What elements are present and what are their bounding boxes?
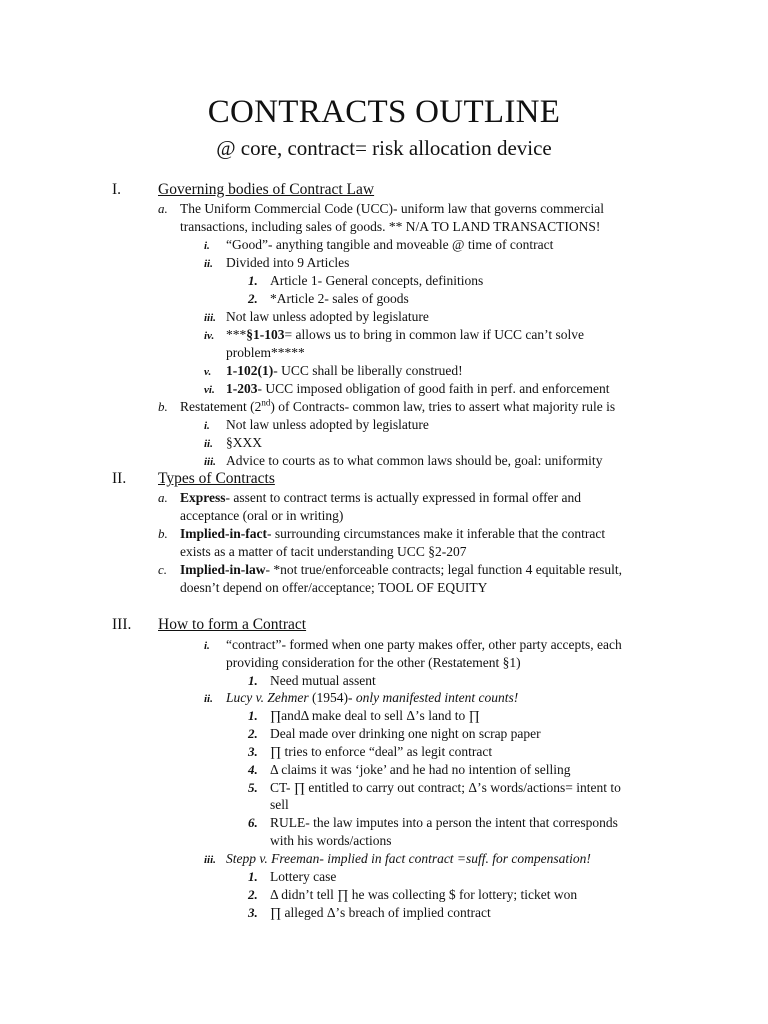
text-rest: ) of Contracts- common law, tries to assert what majority rule is (270, 399, 616, 414)
item-label: 5. (248, 780, 258, 795)
item-text: Divided into 9 Articles (226, 255, 350, 270)
item-label: iii. (204, 456, 216, 468)
item-label: iii. (204, 312, 216, 324)
text-rest: - assent to contract terms is actually expressed in formal offer and (225, 490, 582, 505)
item-text: Need mutual assent (270, 673, 376, 688)
item-text: ∏andΔ make deal to sell Δ’s land to ∏ (270, 708, 480, 723)
text-rest: - *not true/enforceable contracts; legal function 4 equitable result, (265, 562, 622, 577)
term: Express (180, 490, 226, 505)
item-text: CT- ∏ entitled to carry out contract; Δ’s words/actions= intent to (270, 780, 621, 795)
item-label: 6. (248, 815, 258, 830)
section-number: III. (112, 616, 132, 633)
section-number: II. (112, 470, 127, 487)
outline-item-continued (180, 579, 487, 597)
item-label: ii. (204, 693, 213, 705)
case-name: Lucy v. Zehmer (226, 690, 309, 705)
item-text: Stepp v. Freeman- implied in fact contract =suff. for compensation! (226, 851, 591, 866)
item-label: 3. (248, 905, 258, 920)
item-text: Δ didn’t tell ∏ he was collecting $ for lottery; ticket won (270, 887, 578, 902)
item-text: Article 1- General concepts, definitions (270, 273, 484, 288)
item-label: vi. (204, 384, 215, 396)
item-label: b. (158, 399, 168, 414)
item-text: doesn’t depend on offer/acceptance; TOOL OF EQUITY (180, 580, 488, 595)
item-text: providing consideration for the other (Restatement §1) (226, 655, 521, 670)
item-text (180, 398, 615, 416)
item-label: i. (204, 640, 210, 652)
item-label: c. (158, 562, 168, 577)
item-label: 4. (248, 762, 258, 777)
item-text: ∏ tries to enforce “deal” as legit contract (270, 744, 493, 759)
item-text: exists as a matter of tacit understanding UCC §2-207 (180, 544, 467, 559)
text-rest: - UCC imposed obligation of good faith in perf. and enforcement (257, 381, 610, 396)
text-rest: = allows us to bring in common law if UCC can’t solve (284, 327, 584, 342)
item-text (180, 489, 581, 507)
item-label: b. (158, 526, 168, 541)
item-text (180, 561, 622, 579)
outline-item-continued (180, 218, 600, 236)
item-text: RULE- the law imputes into a person the intent that corresponds (270, 815, 618, 830)
item-text: Not law unless adopted by legislature (226, 417, 429, 432)
item-label: v. (204, 366, 212, 378)
item-text: Not law unless adopted by legislature (226, 309, 429, 324)
item-text (226, 362, 463, 380)
item-label: ii. (204, 438, 213, 450)
item-label: 2. (248, 291, 258, 306)
item-text: Δ claims it was ‘joke’ and he had no intention of selling (270, 762, 571, 777)
document-title: CONTRACTS OUTLINE (207, 94, 561, 130)
item-text: *Article 2- sales of goods (270, 291, 409, 306)
document-subtitle: @ core, contract= risk allocation device (216, 136, 552, 160)
section-title: Governing bodies of Contract Law (158, 181, 375, 198)
item-label: iii. (204, 854, 216, 866)
item-label: i. (204, 240, 210, 252)
item-text: transactions, including sales of goods. ** N/A TO LAND TRANSACTIONS! (180, 219, 601, 234)
text-rest: - surrounding circumstances make it inferable that the contract (267, 526, 606, 541)
item-text (226, 380, 610, 398)
term: Implied-in-law (180, 562, 266, 577)
item-label: 1. (248, 869, 258, 884)
item-text: Advice to courts as to what common laws should be, goal: uniformity (226, 453, 603, 468)
text-prefix: *** (226, 327, 247, 342)
item-label: ii. (204, 258, 213, 270)
section-number: I. (112, 181, 122, 198)
statute-ref: 1-102(1) (226, 363, 274, 378)
item-label: i. (204, 420, 210, 432)
outline-item-continued (226, 654, 521, 672)
item-text: sell (270, 797, 289, 812)
item-label: a. (158, 201, 168, 216)
case-year: (1954)- (308, 690, 356, 705)
outline-item-continued (270, 832, 392, 850)
outline-item-continued (226, 344, 305, 362)
text-prefix: Restatement (2 (180, 399, 262, 414)
text-rest: - UCC shall be liberally construed! (273, 363, 463, 378)
item-text: ∏ alleged Δ’s breach of implied contract (270, 905, 491, 920)
outline-item-continued (180, 507, 343, 525)
item-label: a. (158, 490, 168, 505)
item-label: 1. (248, 673, 258, 688)
section-title: Types of Contracts (158, 470, 275, 487)
statute-ref: 1-203 (226, 381, 258, 396)
item-label: 1. (248, 708, 258, 723)
item-text (226, 326, 584, 344)
item-label: 2. (248, 726, 258, 741)
item-text: “Good”- anything tangible and moveable @ time of contract (226, 237, 554, 252)
item-text: acceptance (oral or in writing) (180, 508, 344, 523)
item-text: problem***** (226, 345, 305, 360)
item-label: 1. (248, 273, 258, 288)
item-text: “contract”- formed when one party makes offer, other party accepts, each (226, 637, 622, 652)
item-text: Lottery case (270, 869, 337, 884)
outline-item-continued (270, 796, 289, 814)
item-text: The Uniform Commercial Code (UCC)- uniform law that governs commercial (180, 201, 605, 216)
term: Implied-in-fact (180, 526, 267, 541)
item-label: 2. (248, 887, 258, 902)
statute-ref: §1-103 (246, 327, 285, 342)
item-text (180, 525, 605, 543)
item-label: 3. (248, 744, 258, 759)
item-text: Deal made over drinking one night on scrap paper (270, 726, 541, 741)
case-rule: only manifested intent counts! (355, 690, 519, 705)
item-text: §XXX (226, 435, 262, 450)
item-label: iv. (204, 330, 215, 342)
item-text: with his words/actions (270, 833, 392, 848)
superscript: nd (261, 397, 271, 408)
outline-item-continued (180, 543, 466, 561)
item-text (226, 689, 518, 707)
section-title: How to form a Contract (158, 616, 307, 633)
